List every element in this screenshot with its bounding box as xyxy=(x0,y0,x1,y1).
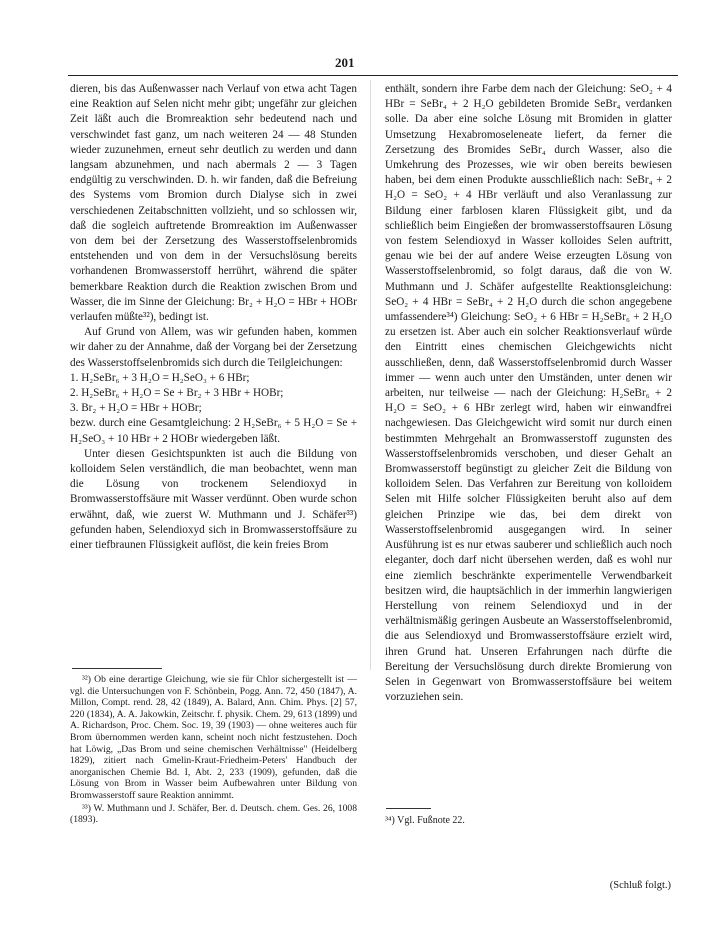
page-number: 201 xyxy=(335,55,355,70)
equation-1: 1. H₂SeBr₆ + 3 H₂O = H₂SeO₃ + 6 HBr; xyxy=(70,371,250,384)
footnote-34: ³⁴) Vgl. Fußnote 22. xyxy=(385,815,465,826)
footnote-32: ³²) Ob eine derartige Gleichung, wie sie für Chlor sichergestellt ist — vgl. die Untersuchungen von F. Schönbein, Pogg. Ann. 72, 450 (1847), A. Millon, Compt. rend. 28, 42 (1849), A. Balard, Ann. Chim. Phys. [2] 57, 220 (1834), A. A. Jakowkin, Zeitschr. f. physik. Chem. 29, 613 (1899) und A. Richardson, Proc. Chem. Soc. 19, 39 (1903) — ohne weiteres auch für Brom übernommen werden kann, scheint noch nicht festzustehen. Doch hat Löwig, „Das Brom und seine chemischen Verhältnisse" (Heidelberg 1829), zitiert nach Gmelin-Kraut-Friedheim-Peters' Handbuch der anorganischen Chemie Bd. I, Abt. 2, 233 (1909), gefunden, daß die Lösung von Brom in Wasser beim Aufbewahren unter Bildung von Bromwasserstoff saure Reaktion annimmt. xyxy=(70,674,357,801)
header-rule xyxy=(68,75,678,76)
equation-2: 2. H₂SeBr₆ + H₂O = Se + Br₂ + 3 HBr + HOBr; xyxy=(70,387,284,400)
equation-3: 3. Br₂ + H₂O = HBr + HOBr; xyxy=(70,402,202,415)
footnote-rule xyxy=(72,668,162,669)
footnote-33: ³³) W. Muthmann und J. Schäfer, Ber. d. Deutsch. chem. Ges. 26, 1008 (1893). xyxy=(70,802,357,826)
right-column xyxy=(385,82,672,705)
left-paragraph-2: Auf Grund von Allem, was wir gefunden haben, kommen wir daher zu der Annahme, daß der Vorgang bei der Zersetzung des Wasserstoffselenbromids sich durch die Teilgleichungen: xyxy=(70,326,357,369)
footnote-rule-right xyxy=(386,808,431,809)
left-paragraph-1: dieren, bis das Außenwasser nach Verlauf von etwa acht Tagen eine Reaktion auf Selen nicht mehr gibt; ungefähr zur gleichen Zeit läßt auch die Bromreaktion sehr bedeutend nach und verschwindet fast ganz, um nach weiteren 24 — 48 Stunden wieder zuzunehmen, erneut sehr deutlich zu werden und dann langsam abzunehmen, und nach abermals 2 — 3 Tagen endgültig zu verschwinden. D. h. wir fanden, daß die Befreiung des Systems vom Bromion durch Dialyse sich in zwei verschiedenen Zeitabschnitten vollzieht, und so schlossen wir, daß die sogleich auftretende Bromreaktion im Außenwasser von dem bei der Zersetzung des Wasserstoffselenbromids entstehenden und von dem in der Versuchslösung bereits vorhandenen Bromwasserstoff herrührt, während die später bemerkbare Reaktion durch die Reaktion zwischen Brom und Wasser, die im Sinne der Gleichung: Br₂ + H₂O = HBr + HOBr verlaufen müßte³²), bedingt ist. xyxy=(70,83,357,324)
closing-note: (Schluß folgt.) xyxy=(609,880,671,891)
footnotes-left xyxy=(70,674,357,827)
left-column xyxy=(70,82,357,553)
column-divider xyxy=(370,80,371,670)
left-paragraph-3: bezw. durch eine Gesamtgleichung: 2 H₂SeBr₆ + 5 H₂O = Se + H₂SeO₃ + 10 HBr + 2 HOBr wiedergeben läßt. xyxy=(70,417,357,445)
left-paragraph-4: Unter diesen Gesichtspunkten ist auch die Bildung von kolloidem Selen verständlich, die man beobachtet, wenn man die Lösung von trockenem Selendioxyd in Bromwasserstoffsäure mit Wasser verdünnt. Oben wurde schon erwähnt, daß, wie zuerst W. Muthmann und J. Schäfer³³) gefunden haben, Selendioxyd sich in Bromwasserstoffsäure zu einer tiefbraunen Flüssigkeit auflöst, die kein freies Brom xyxy=(70,447,357,552)
right-paragraph-1: enthält, sondern ihre Farbe dem nach der Gleichung: SeO₂ + 4 HBr = SeBr₄ + 2 H₂O gebildeten Bromide SeBr₄ verdanken solle. Da aber eine solche Lösung mit Bromiden in glatter Umsetzung Hexabromoseleneate liefert, da ferner die Zersetzung des Bromides SeBr₄ durch Wasser, also die Umkehrung des Prozesses, wie wir oben bereits bewiesen haben, bei dem einen Produkte ausschließlich nach: SeBr₄ + 2 H₂O = SeO₂ + 4 HBr verläuft und also Veranlassung zur Bildung einer farblosen klaren Flüssigkeit gibt, und da schließlich beim Eingießen der bromwasserstoffsauren Lösung von festem Selendioxyd in Wasser kolloides Selen auftritt, genau wie bei der auf andere Weise erzeugten Lösung von Wasserstoffselenbromid, so folgt daraus, daß die von W. Muthmann und J. Schäfer aufgestellte Reaktionsgleichung: SeO₂ + 4 HBr = SeBr₄ + 2 H₂O durch die schon angegebene umfassendere³⁴) Gleichung: SeO₂ + 6 HBr = H₂SeBr₆ + 2 H₂O zu ersetzen ist. Aber auch ein solcher Reaktionsverlauf würde den Eintritt eines chemischen Gleichgewichts nicht ausschließen, denn, daß Wasserstoffselenbromid durch Wasser immer — wenn auch unter den Umständen, unter denen wir arbeiten, nur teilweise — nach der Gleichung: H₂SeBr₆ + 2 H₂O = SeO₂ + 6 HBr zerlegt wird, haben wir einwandfrei nachgewiesen. Das Gleichgewicht wird somit nur durch einen bestimmten Mehrgehalt an Bromwasserstoff zugunsten des Wasserstoffselenbromids verschoben, und dieser Gehalt an Bromwasserstoff begünstigt zu gleicher Zeit die Bildung von kolloidem Selen. Das Verfahren zur Bereitung von kolloidem Selen mit Hilfe solcher Flüssigkeiten beruht also auf dem gleichen Prinzipe wie das, bei dem direkt von Wasserstoffselenbromid ausgegangen wird. In seiner Ausführung ist es nur etwas sauberer und schließlich auch noch eleganter, doch darf nicht übersehen werden, daß es wohl nur eine ziemlich beschränkte experimentelle Verwendbarkeit besitzen wird, die hauptsächlich in der immerhin langwierigen Herstellung von reinem Selendioxyd und in der verhältnismäßig geringen Ausbeute an Wasserstoffselenbromid, die aus Selendioxyd und Bromwasserstoffsäure erzielt wird, ihren Grund hat. Unseren Erfahrungen nach dürfte die Bereitung der Versuchslösung durch direkte Bromierung von Selen in Gegenwart von Bromwasserstoffsäure bei weitem vorzuziehen sein. xyxy=(385,83,672,704)
